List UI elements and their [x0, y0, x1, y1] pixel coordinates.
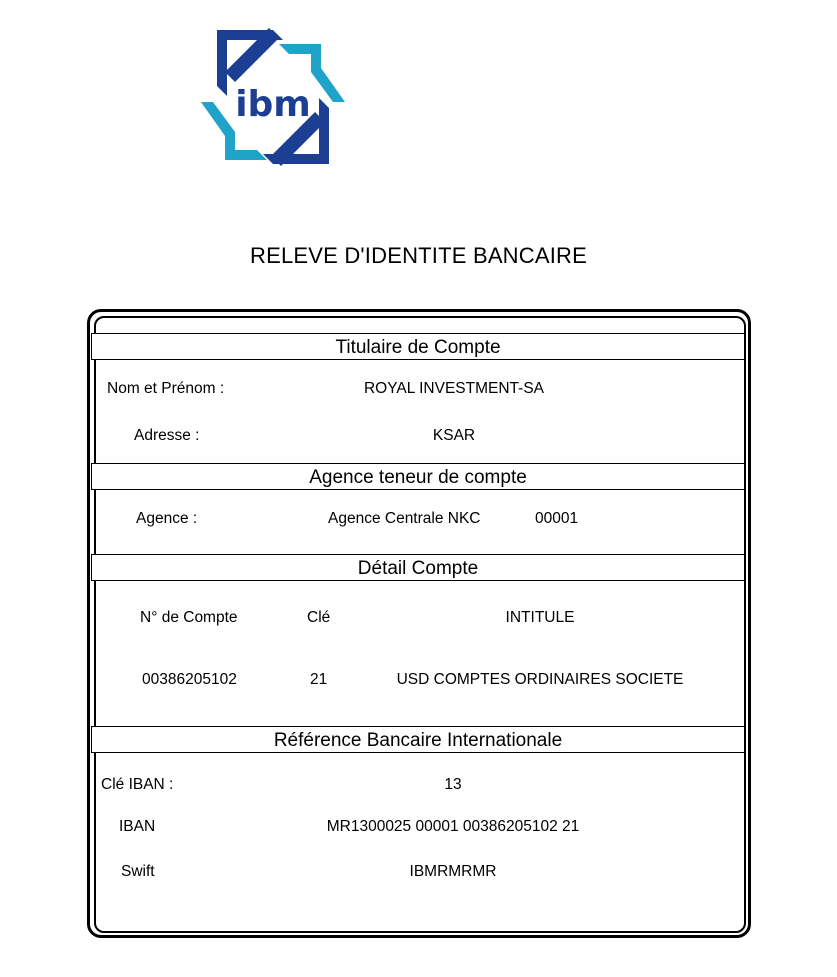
- swift-label: Swift: [121, 863, 155, 880]
- iban-value: MR1300025 00001 00386205102 21: [326, 818, 580, 835]
- document-title: RELEVE D'IDENTITE BANCAIRE: [249, 243, 588, 268]
- key-value: 21: [310, 671, 328, 688]
- address-value: KSAR: [432, 427, 476, 444]
- iban-label: IBAN: [119, 818, 156, 835]
- account-number-value: 00386205102: [142, 671, 237, 688]
- iban-key-label: Clé IBAN :: [101, 776, 174, 793]
- section-header-detail: Détail Compte: [91, 554, 745, 581]
- account-title-value: USD COMPTES ORDINAIRES SOCIETE: [396, 671, 684, 688]
- address-label: Adresse :: [134, 427, 200, 444]
- col-key: Clé: [307, 609, 331, 626]
- iban-key-value: 13: [444, 776, 462, 793]
- section-header-agence: Agence teneur de compte: [91, 463, 745, 490]
- ibm-logo: [199, 28, 347, 176]
- agency-label: Agence :: [136, 510, 198, 527]
- logo-text: ibm: [235, 84, 311, 125]
- swift-value: IBMRMRMR: [409, 863, 497, 880]
- name-value: ROYAL INVESTMENT-SA: [363, 380, 545, 397]
- agency-code: 00001: [535, 510, 579, 527]
- section-header-reference: Référence Bancaire Internationale: [91, 726, 745, 753]
- col-title: INTITULE: [505, 609, 575, 626]
- name-label: Nom et Prénom :: [107, 380, 225, 397]
- agency-value: Agence Centrale NKC: [328, 510, 481, 527]
- col-account-number: N° de Compte: [140, 609, 238, 626]
- section-header-titulaire: Titulaire de Compte: [91, 333, 745, 360]
